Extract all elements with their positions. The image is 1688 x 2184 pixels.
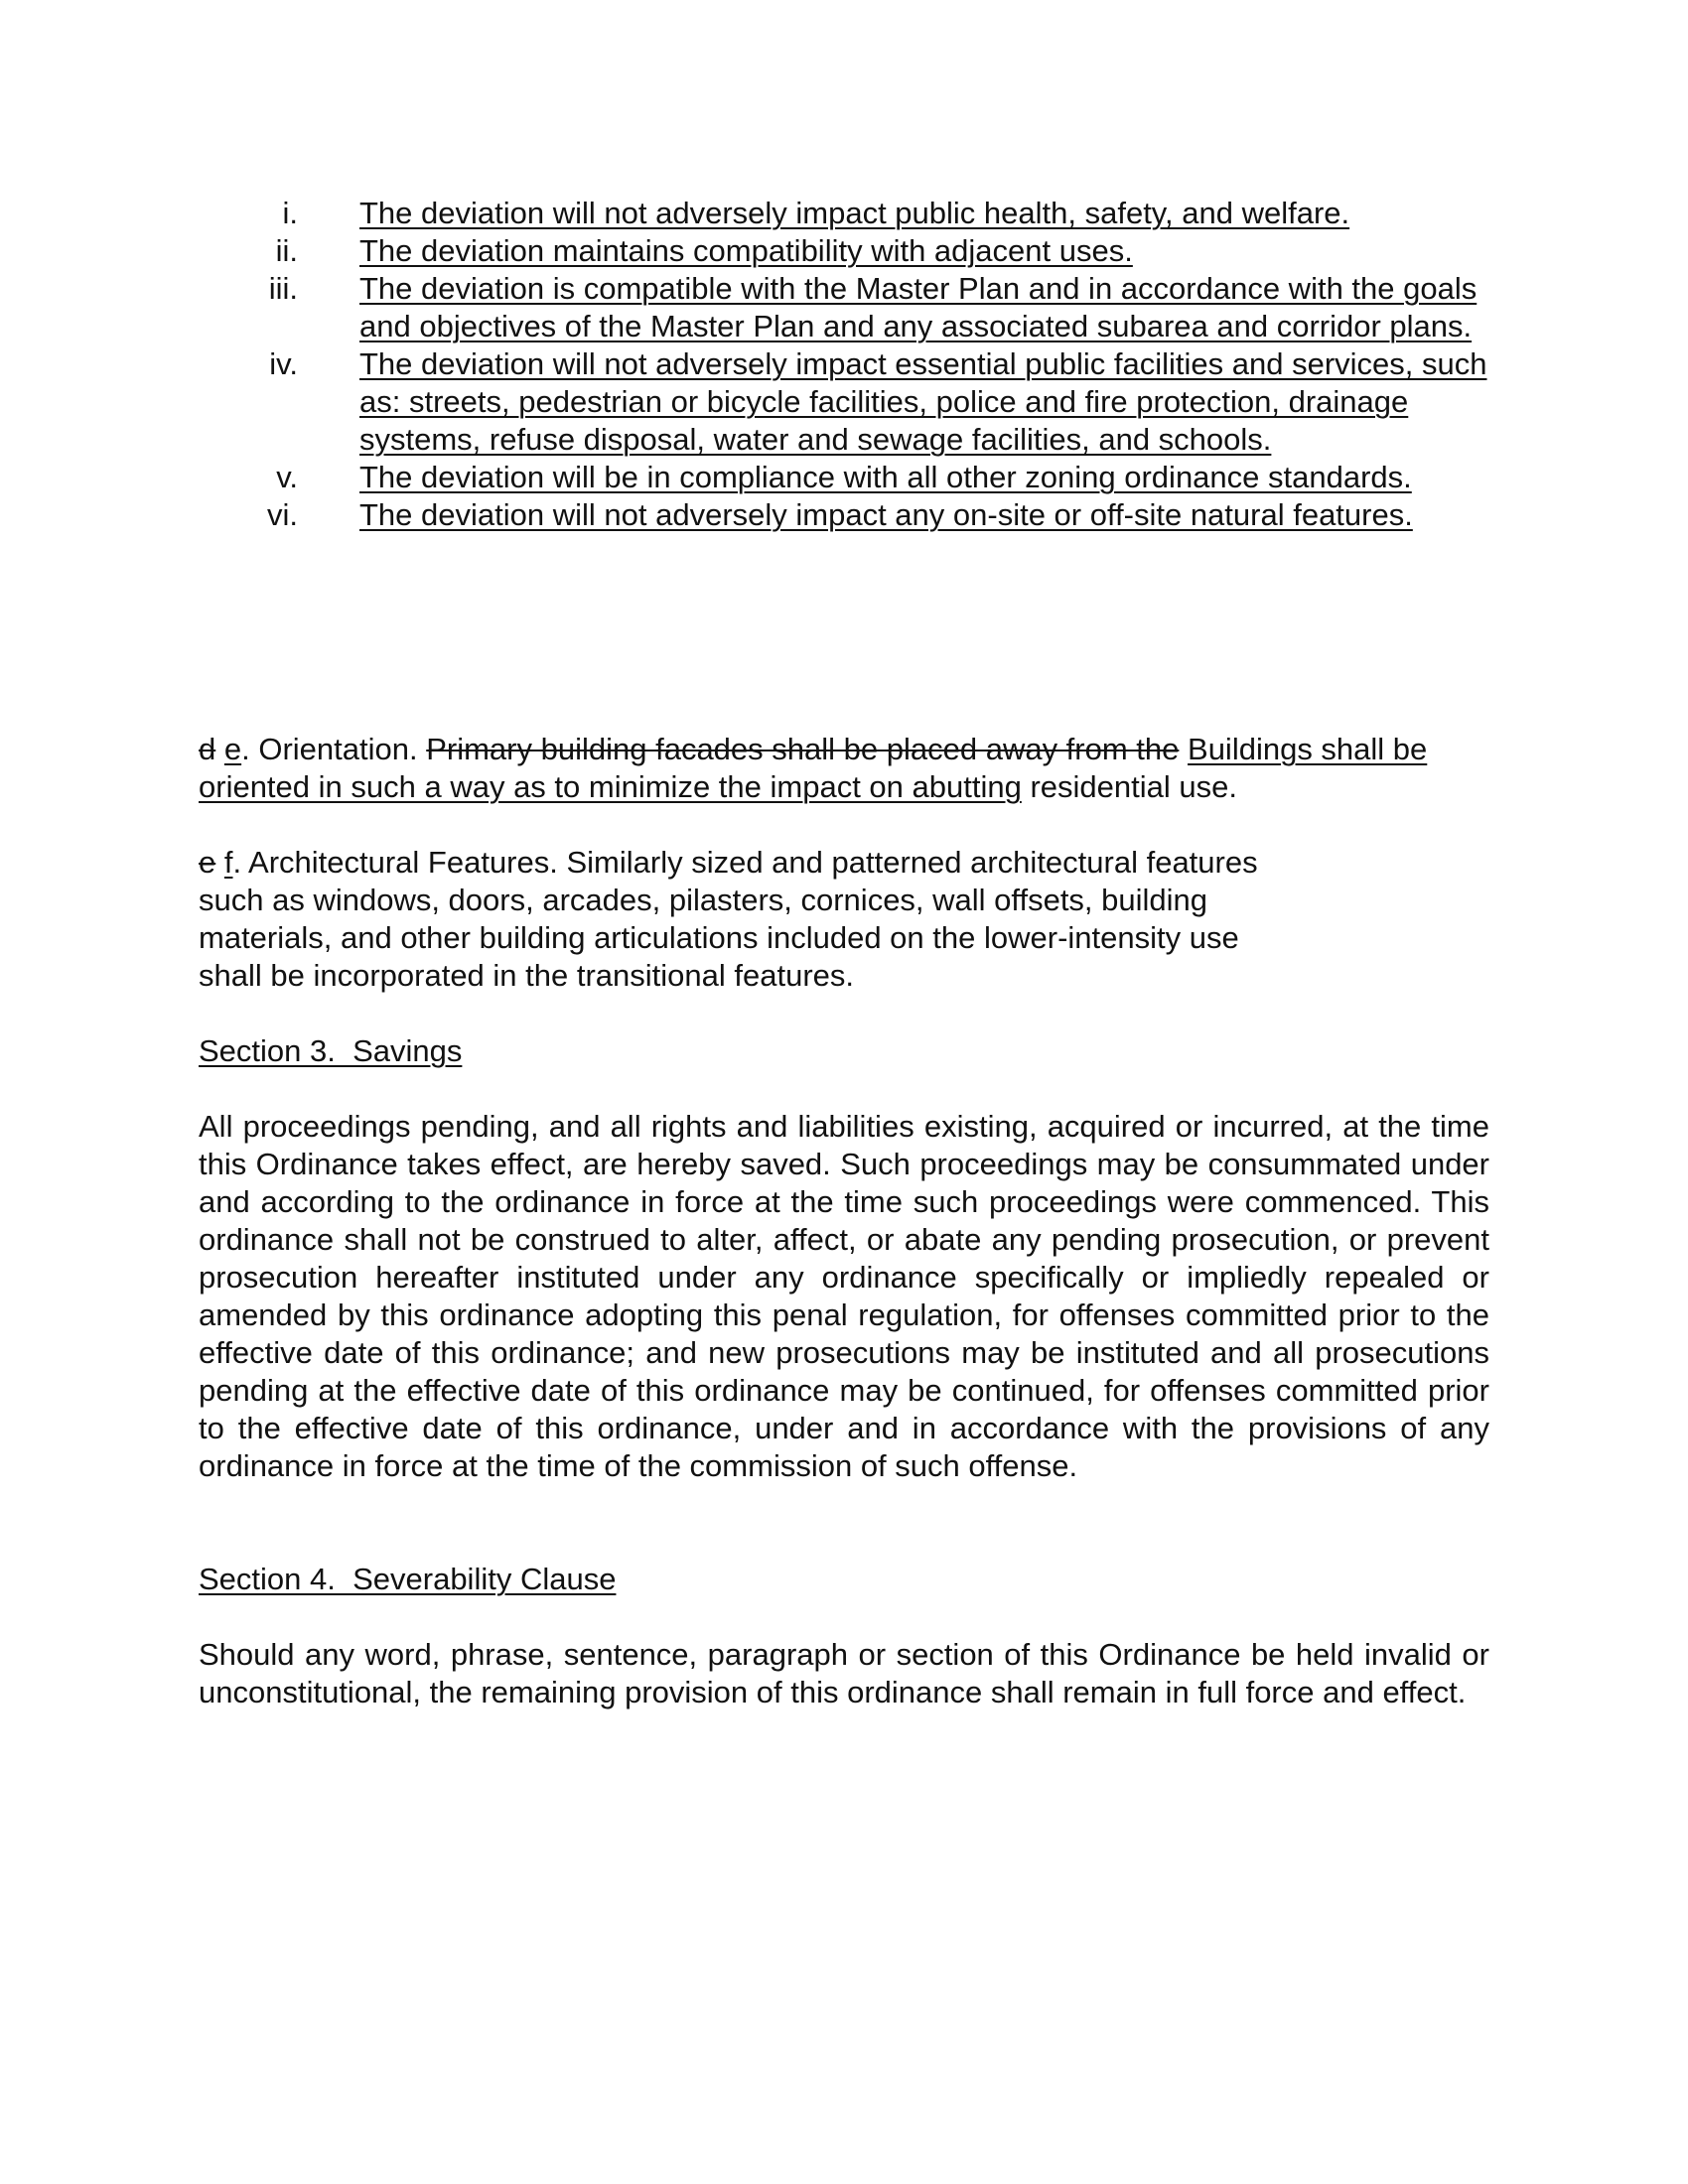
deviation-criteria-list	[199, 195, 1489, 534]
list-item-text: The deviation is compatible with the Master Plan and in accordance with the goals and objectives of the Master Plan and any associated subarea and corridor plans.	[359, 271, 1477, 343]
section-4-heading-text: Section 4. Severability Clause	[199, 1562, 617, 1596]
list-item	[199, 270, 1489, 345]
section-4-body: Should any word, phrase, sentence, paragraph or section of this Ordinance be held invalid or unconstitutional, the remaining provision of this ordinance shall remain in full force and effect.	[199, 1637, 1489, 1709]
architectural-line-3: materials, and other building articulations included on the lower-intensity use	[199, 920, 1239, 955]
architectural-line-4: shall be incorporated in the transitional features.	[199, 958, 855, 993]
list-item	[199, 459, 1489, 496]
list-item-number: vi.	[267, 497, 298, 532]
list-item-text: The deviation will not adversely impact any on-site or off-site natural features.	[359, 497, 1413, 532]
section-4-heading	[199, 1561, 1489, 1598]
section-3-body: All proceedings pending, and all rights and liabilities existing, acquired or incurred, at the time this Ordinance takes effect, are hereby saved. Such proceedings may be consummated under and according to the ordinance in force at the time such proceedings were commenced. This ordinance shall not be construed to alter, affect, or abate any pending prosecution, or prevent prosecution hereafter instituted under any ordinance specifically or impliedly repealed or amended by this ordinance adopting this penal regulation, for offenses committed prior to the effective date of this ordinance; and new prosecutions may be instituted and all prosecutions pending at the effective date of this ordinance may be continued, for offenses committed prior to the effective date of this ordinance, under and in accordance with the provisions of any ordinance in force at the time of the commission of such offense.	[199, 1109, 1489, 1483]
list-item-text: The deviation maintains compatibility with adjacent uses.	[359, 233, 1133, 268]
list-item-number: i.	[282, 196, 298, 230]
list-item-number: iii.	[268, 271, 298, 306]
list-item-text: The deviation will not adversely impact public health, safety, and welfare.	[359, 196, 1350, 230]
orientation-label: . Orientation.	[241, 732, 427, 766]
inserted-text: Buildings shall be oriented in such a way as to minimize the impact on abutting	[199, 732, 1428, 804]
section-3-heading	[199, 1032, 1489, 1070]
list-item-number: v.	[276, 460, 298, 494]
architectural-line-2: such as windows, doors, arcades, pilasters, cornices, wall offsets, building	[199, 883, 1208, 917]
deleted-letter: e	[199, 845, 216, 880]
list-item-number: ii.	[275, 233, 298, 268]
list-item	[199, 496, 1489, 534]
list-item-text: The deviation will not adversely impact essential public facilities and services, such as: streets, pedestrian or bicycle facilities, police and fire protection, drainage systems, refuse disposal, water and sewage facilities, and schools.	[359, 346, 1487, 457]
orientation-paragraph	[199, 731, 1489, 806]
list-item-text: The deviation will be in compliance with all other zoning ordinance standards.	[359, 460, 1412, 494]
list-item-number: iv.	[269, 346, 298, 381]
section-3-heading-text: Section 3. Savings	[199, 1033, 463, 1068]
deleted-text: Primary building facades shall be placed away from the	[426, 732, 1180, 766]
list-item	[199, 232, 1489, 270]
architectural-features-paragraph	[199, 844, 1489, 995]
list-item	[199, 195, 1489, 232]
inserted-letter: e	[223, 732, 242, 766]
deleted-letter: d	[199, 732, 216, 766]
orientation-tail: residential use.	[1021, 769, 1237, 804]
list-item	[199, 345, 1489, 459]
architectural-line-1: . Architectural Features. Similarly sized and patterned architectural features	[232, 845, 1258, 880]
inserted-letter: f	[223, 845, 233, 880]
